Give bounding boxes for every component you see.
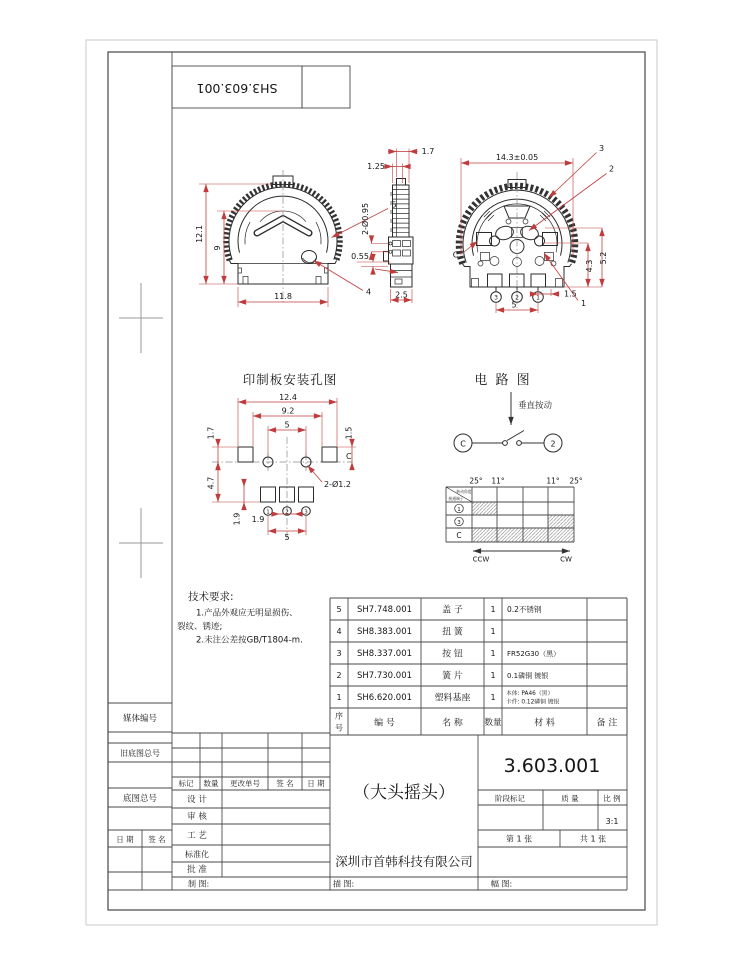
svg-text:备 注: 备 注 [596, 718, 618, 729]
row-label-c: C [456, 531, 462, 540]
svg-text:SH8.383.001: SH8.383.001 [356, 627, 413, 637]
svg-text:SH8.337.001: SH8.337.001 [356, 649, 413, 659]
rev-header: 标记 [178, 779, 194, 788]
svg-text:SH7.748.001: SH7.748.001 [356, 605, 413, 615]
row-label-3 [455, 517, 464, 526]
ccw-label: CCW [472, 555, 490, 564]
dim-back-52: 5.2 [599, 251, 608, 265]
sign-label: 签 名 [148, 835, 166, 844]
tech-line: 裂纹、锈迹; [177, 622, 223, 632]
pcb-label-c: C [346, 452, 352, 461]
svg-text:1: 1 [490, 627, 496, 636]
drawn-label: 制 图: [188, 879, 210, 889]
stage-mark-label: 阶段标记 [495, 794, 525, 803]
svg-text:扭 簧: 扭 簧 [442, 627, 463, 638]
dim-back-15: 1.5 [564, 289, 577, 299]
scale-value: 3:1 [605, 817, 619, 826]
svg-text:1: 1 [536, 294, 540, 302]
back-terminal-3 [491, 292, 502, 303]
pcb-terminal-1 [264, 507, 273, 516]
svg-text:1: 1 [266, 509, 270, 516]
svg-text:簧 片: 簧 片 [442, 671, 463, 682]
svg-text:1: 1 [457, 507, 461, 513]
part-label-c: C [452, 250, 459, 260]
bom-row [336, 604, 541, 616]
svg-text:3: 3 [457, 520, 461, 526]
dim-pcb-92: 9.2 [281, 406, 295, 416]
check-label: 审 核 [187, 812, 207, 822]
svg-text:3: 3 [494, 294, 498, 302]
dim-side-055: 0.55 [351, 252, 369, 261]
scale-label: 比 例 [603, 794, 621, 803]
dim-side-17: 1.7 [421, 147, 435, 156]
front-view [226, 170, 340, 302]
svg-text:序: 序 [335, 711, 343, 721]
dim-back-width: 14.3±0.05 [495, 153, 539, 162]
back-view-dimensions [453, 144, 614, 313]
tech-line: 2.未注公差按GB/T1804-m. [196, 635, 303, 646]
drawing-number: 3.603.001 [503, 755, 601, 777]
pcb-title: 印制板安装孔图 [242, 372, 338, 387]
dim-pcb-47: 4.7 [206, 476, 216, 490]
bom-table [330, 598, 627, 735]
circuit-node-c: C [460, 439, 466, 449]
row-label-1 [455, 504, 464, 513]
bom-header [335, 711, 617, 733]
svg-text:SH6.620.001: SH6.620.001 [356, 693, 413, 703]
svg-text:卡件: 0.12磷铜 镀银: 卡件: 0.12磷铜 镀银 [506, 699, 560, 706]
svg-text:盖 子: 盖 子 [442, 605, 463, 616]
terminal-pad [261, 487, 276, 502]
dim-front-height: 12.1 [195, 225, 204, 243]
angle-label: 25° [569, 476, 583, 486]
dim-back-5: 5 [511, 300, 517, 310]
angle-label: 11° [546, 476, 560, 486]
rev-header: 数量 [203, 779, 219, 788]
circuit-node-2: 2 [550, 439, 556, 449]
svg-text:号: 号 [335, 723, 343, 733]
sheet-no: 第 1 张 [505, 834, 533, 844]
circuit-title: 电 路 图 [474, 373, 532, 388]
pcb-terminal-3 [302, 507, 311, 516]
technical-requirements [177, 590, 303, 646]
press-label: 垂直按动 [518, 401, 553, 411]
corner-code: SH3.603.001 [196, 81, 278, 96]
dim-back-43: 4.3 [585, 259, 594, 273]
pcb-dimensions [207, 393, 357, 542]
dim-pcb-5-bottom: 5 [284, 533, 290, 542]
svg-text:3: 3 [304, 509, 308, 516]
tech-line: 1.产品外观应无明显损伤、 [196, 608, 298, 619]
part-label-4: 4 [366, 287, 372, 297]
tech-title: 技术要求: [188, 591, 234, 603]
date-label: 日 期 [116, 835, 134, 844]
mount-pad [238, 447, 253, 462]
company-name: 深圳市首韩科技有限公司 [335, 854, 473, 869]
rev-header: 日 期 [307, 779, 325, 788]
svg-text:0.1磷铜 镀银: 0.1磷铜 镀银 [507, 672, 549, 680]
dim-pcb-15: 1.5 [344, 426, 354, 440]
part-label-1: 1 [581, 299, 587, 308]
bom-row [336, 648, 560, 660]
dim-front-inner-height: 9 [213, 245, 222, 251]
svg-text:本体: PA46（黑）: 本体: PA46（黑） [506, 691, 554, 697]
angle-table [446, 477, 583, 564]
dim-pcb-19v: 1.9 [232, 512, 242, 526]
dim-side-125: 1.25 [367, 162, 385, 171]
part-label-2: 2 [609, 164, 615, 174]
corner-code-block [172, 66, 350, 108]
base-no-label: 底图总号 [122, 794, 158, 804]
craft-label: 工 艺 [187, 831, 207, 841]
back-view [459, 172, 575, 308]
svg-text:按 钮: 按 钮 [442, 649, 463, 660]
design-label: 设 计 [187, 795, 207, 805]
svg-text:数量: 数量 [484, 718, 502, 728]
bom-row [336, 689, 559, 706]
svg-text:1: 1 [490, 649, 496, 658]
registration-cross [119, 283, 163, 578]
svg-text:3: 3 [336, 649, 342, 658]
svg-text:4: 4 [336, 627, 342, 636]
svg-text:2: 2 [515, 294, 519, 302]
std-label: 标准化 [185, 850, 209, 859]
angle-label: 25° [469, 476, 483, 486]
quality-label: 质 量 [561, 794, 579, 803]
dim-pcb-5-top: 5 [284, 420, 290, 430]
corner-top-label: 转动角度 [456, 489, 472, 494]
rev-header: 更改单号 [230, 779, 260, 788]
svg-text:材 料: 材 料 [534, 718, 555, 729]
dim-side-holes: 2-Ø0.95 [361, 202, 370, 236]
corner-bottom-label: 接通端子 [448, 496, 464, 501]
dim-pcb-124: 12.4 [279, 393, 297, 402]
dim-pcb-19h: 1.9 [251, 515, 265, 524]
approve-label: 批 准 [187, 865, 207, 875]
terminal-pad [299, 487, 314, 502]
svg-text:名 称: 名 称 [442, 718, 463, 729]
front-view-dimensions [195, 184, 397, 307]
old-base-no-label: 旧底图总号 [120, 749, 160, 758]
svg-text:1: 1 [490, 605, 496, 614]
dim-pcb-17: 1.7 [206, 426, 216, 440]
rev-header: 签 名 [276, 779, 294, 788]
product-name: （大头摇头） [353, 783, 455, 803]
svg-text:2: 2 [285, 509, 289, 516]
media-no-label: 媒体编号 [122, 714, 158, 724]
dim-side-25: 2.5 [395, 290, 408, 300]
traced-label: 描 图: [333, 879, 355, 889]
cw-label: CW [560, 555, 572, 564]
part-label-3: 3 [599, 144, 605, 153]
sheet-total: 共 1 张 [579, 834, 607, 844]
size-label: 幅 图: [491, 879, 513, 889]
bom-row [336, 626, 495, 638]
svg-text:塑料基座: 塑料基座 [434, 693, 471, 704]
part-label-5: 5 [391, 200, 397, 210]
svg-text:编 号: 编 号 [374, 718, 395, 729]
svg-text:1: 1 [490, 693, 496, 702]
svg-text:SH7.730.001: SH7.730.001 [356, 671, 413, 681]
svg-text:2: 2 [336, 671, 342, 680]
bom-row [336, 670, 548, 682]
dim-front-width: 11.8 [274, 292, 292, 301]
svg-text:0.2不锈钢: 0.2不锈钢 [507, 605, 542, 614]
mount-pad [322, 447, 337, 462]
angle-label: 11° [491, 476, 505, 486]
dim-pcb-holes: 2-Ø1.2 [324, 480, 351, 489]
svg-text:5: 5 [336, 605, 342, 614]
svg-text:1: 1 [336, 693, 342, 702]
svg-text:FR52G30（黑）: FR52G30（黑） [507, 650, 561, 658]
circuit-diagram [454, 372, 562, 452]
svg-text:1: 1 [490, 671, 496, 680]
